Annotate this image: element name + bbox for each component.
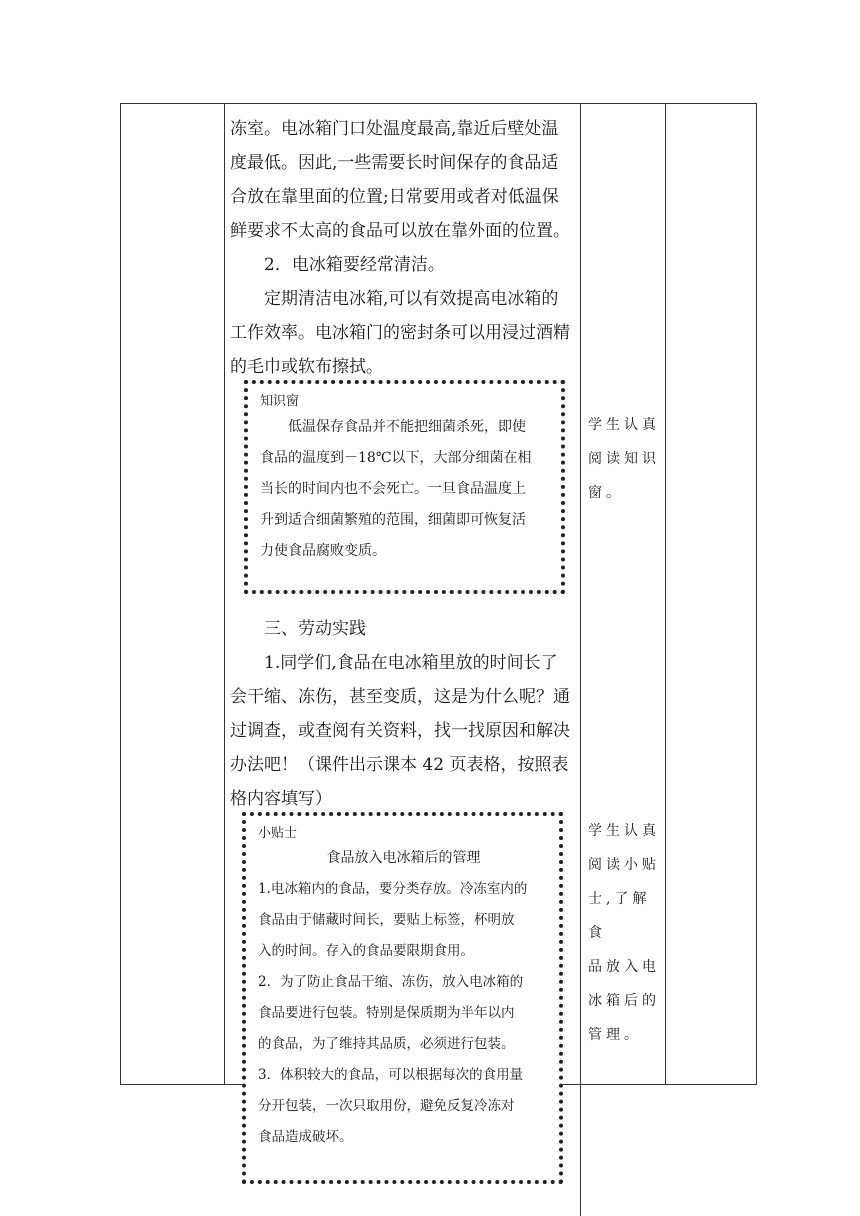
side-note-line: 品放入电 [588, 959, 660, 975]
tips-heading: 食品放入电冰箱后的管理 [326, 850, 481, 866]
section-item-heading: 2．电冰箱要经常清洁。 [264, 255, 445, 275]
side-note-line: 管理。 [588, 1027, 642, 1043]
main-text-bottom [230, 612, 575, 816]
side-note-line: 窗。 [588, 485, 624, 501]
para-line: 会干缩、冻伤，甚至变质，这是为什么呢？通 [230, 687, 570, 707]
knowledge-window-title: 知识窗 [260, 394, 300, 409]
box-line: 当长的时间内也不会死亡。一旦食品温度上 [260, 481, 526, 497]
para-line: 冻室。电冰箱门口处温度最高,靠近后壁处温 [230, 119, 559, 139]
side-note-line: 学生认真 [588, 417, 660, 433]
section-heading: 三、劳动实践 [264, 619, 366, 639]
side-note-knowledge [588, 408, 660, 510]
para-line: 办法吧！（课件出示课本 42 页表格，按照表 [230, 755, 569, 775]
side-note-line: 士,了解食 [588, 891, 651, 941]
table-col-line-4 [665, 103, 666, 1085]
box-line: 1.电冰箱内的食品，要分类存放。冷冻室内的 [258, 881, 528, 897]
para-line: 的毛巾或软布擦拭。 [230, 357, 383, 377]
side-note-line: 冰箱后的 [588, 993, 660, 1009]
box-line: 升到适合细菌繁殖的范围，细菌即可恢复活 [260, 512, 526, 528]
para-line: 过调查，或查阅有关资料，找一找原因和解决 [230, 721, 570, 741]
table-col-line-1 [120, 103, 121, 1085]
box-line: 力使食品腐败变质。 [260, 543, 386, 559]
side-note-line: 阅读小贴 [588, 857, 660, 873]
box-line: 食品造成破坏。 [258, 1129, 353, 1145]
table-col-line-2 [224, 103, 225, 1085]
para-line: 工作效率。电冰箱门的密封条可以用浸过酒精 [230, 323, 570, 343]
box-line: 2．为了防止食品干缩、冻伤，放入电冰箱的 [258, 974, 524, 990]
tips-box [242, 812, 563, 1184]
box-line: 的食品，为了维持其品质，必须进行包装。 [258, 1036, 515, 1052]
tips-body [258, 874, 549, 1153]
para-line: 1.同学们,食品在电冰箱里放的时间长了 [264, 653, 558, 673]
para-line: 定期清洁电冰箱,可以有效提高电冰箱的 [264, 289, 559, 309]
box-line: 3．体积较大的食品，可以根据每次的食用量 [258, 1067, 524, 1083]
box-line: 低温保存食品并不能把细菌杀死，即使 [288, 419, 526, 435]
box-line: 食品由于储藏时间长，要贴上标签，杯明放 [258, 912, 515, 928]
tips-title: 小贴士 [258, 826, 298, 841]
para-line: 度最低。因此,一些需要长时间保存的食品适 [230, 153, 559, 173]
para-line: 鲜要求不太高的食品可以放在靠外面的位置。 [230, 221, 570, 241]
table-col-line-3 [580, 103, 581, 1216]
side-note-line: 阅读知识 [588, 451, 660, 467]
knowledge-window-body [260, 412, 549, 567]
box-line: 入的时间。存入的食品要限期食用。 [258, 943, 474, 959]
table-col-line-5 [756, 103, 757, 1085]
knowledge-window-box [244, 380, 565, 594]
para-line: 合放在靠里面的位置;日常要用或者对低温保 [230, 187, 559, 207]
box-line: 食品的温度到－18℃以下，大部分细菌在相 [260, 450, 532, 466]
para-line: 格内容填写） [230, 789, 332, 809]
box-line: 分开包装，一次只取用份，避免反复冷冻对 [258, 1098, 515, 1114]
side-note-tips [588, 814, 660, 1052]
table-top-border [120, 103, 757, 104]
box-line: 食品要进行包装。特别是保质期为半年以内 [258, 1005, 515, 1021]
main-text-top [230, 112, 575, 384]
side-note-line: 学生认真 [588, 823, 660, 839]
